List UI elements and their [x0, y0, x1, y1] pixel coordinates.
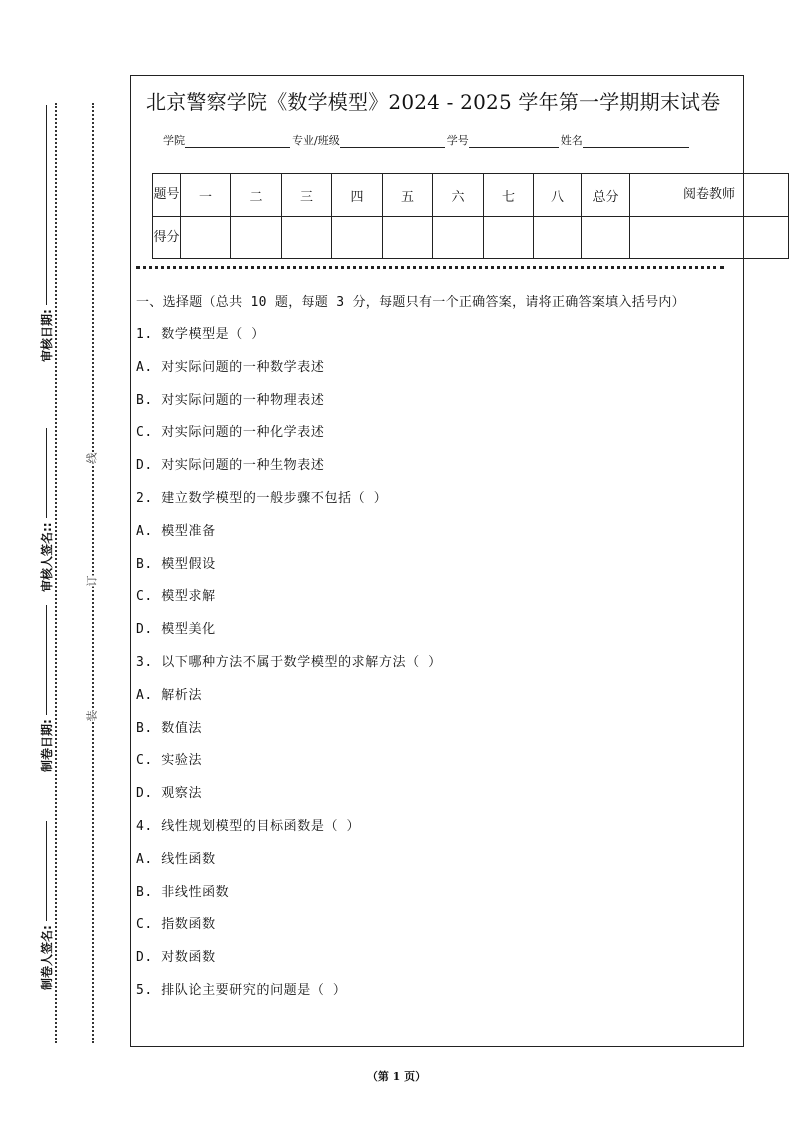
- answer-option: A. 模型准备: [136, 523, 216, 539]
- exam-title: 北京警察学院《数学模型》2024 - 2025 学年第一学期期末试卷: [146, 90, 721, 114]
- answer-option: D. 对实际问题的一种生物表述: [136, 458, 325, 474]
- answer-option: D. 对数函数: [136, 950, 216, 966]
- answer-option: B. 模型假设: [136, 556, 216, 572]
- reviewer-sign-label: 审核人签名::: [38, 428, 55, 592]
- answer-option: B. 非线性函数: [136, 884, 230, 900]
- review-date-label: 审核日期:: [38, 105, 55, 362]
- answer-option: D. 观察法: [136, 786, 203, 802]
- score-cell[interactable]: [332, 217, 383, 259]
- question-list: [136, 292, 736, 1012]
- answer-option: C. 模型求解: [136, 589, 216, 605]
- answer-option: A. 解析法: [136, 687, 203, 703]
- score-cell[interactable]: [282, 217, 332, 259]
- binding-line-inner: [92, 103, 94, 1043]
- preparer-sign-line: [46, 821, 47, 921]
- question-stem: 2. 建立数学模型的一般步骤不包括（ ）: [136, 490, 388, 506]
- score-cell[interactable]: [433, 217, 484, 259]
- separator: [136, 266, 724, 269]
- prep-date-line: [46, 605, 47, 715]
- score-cell[interactable]: [582, 217, 630, 259]
- name-field[interactable]: [583, 134, 689, 148]
- prep-date-label: 制卷日期:: [38, 605, 55, 772]
- question-stem: 1. 数学模型是（ ）: [136, 327, 265, 342]
- binding-line-outer: [55, 103, 57, 1043]
- student-info: 学院 专业/班级 学号 姓名: [163, 132, 691, 148]
- reviewer-sign-line: [46, 428, 47, 518]
- score-cell[interactable]: [630, 217, 789, 259]
- student-id-field[interactable]: [469, 134, 559, 148]
- score-cell[interactable]: [383, 217, 433, 259]
- score-cell[interactable]: [534, 217, 582, 259]
- score-table: 题号 一 二 三 四 五 六 七 八 总分 阅卷教师 得分: [152, 173, 789, 259]
- answer-option: A. 对实际问题的一种数学表述: [136, 359, 325, 375]
- college-field[interactable]: [185, 134, 290, 148]
- score-cell[interactable]: [484, 217, 534, 259]
- answer-option: C. 实验法: [136, 753, 203, 769]
- answer-option: B. 对实际问题的一种物理表述: [136, 392, 325, 408]
- question-stem: 4. 线性规划模型的目标函数是（ ）: [136, 818, 361, 834]
- review-date-line: [46, 105, 47, 305]
- page-number: （第 1 页）: [366, 1070, 427, 1083]
- preparer-sign-label: 制卷人签名:: [38, 821, 55, 990]
- score-cell[interactable]: [231, 217, 282, 259]
- binding-char-ding: 订: [85, 575, 99, 587]
- answer-option: B. 数值法: [136, 720, 203, 736]
- answer-option: D. 模型美化: [136, 622, 216, 638]
- answer-option: A. 线性函数: [136, 851, 216, 867]
- binding-char-xian: 线: [85, 452, 99, 464]
- section-heading: 一、选择题（总共 10 题，每题 3 分，每题只有一个正确答案，请将正确答案填入括号内）: [136, 295, 685, 310]
- question-stem: 3. 以下哪种方法不属于数学模型的求解方法（ ）: [136, 654, 442, 670]
- binding-char-zhuang: 装: [85, 710, 99, 722]
- major-field[interactable]: [340, 134, 445, 148]
- answer-option: C. 指数函数: [136, 917, 216, 933]
- score-cell[interactable]: [181, 217, 231, 259]
- question-stem: 5. 排队论主要研究的问题是（ ）: [136, 982, 347, 998]
- answer-option: C. 对实际问题的一种化学表述: [136, 425, 325, 441]
